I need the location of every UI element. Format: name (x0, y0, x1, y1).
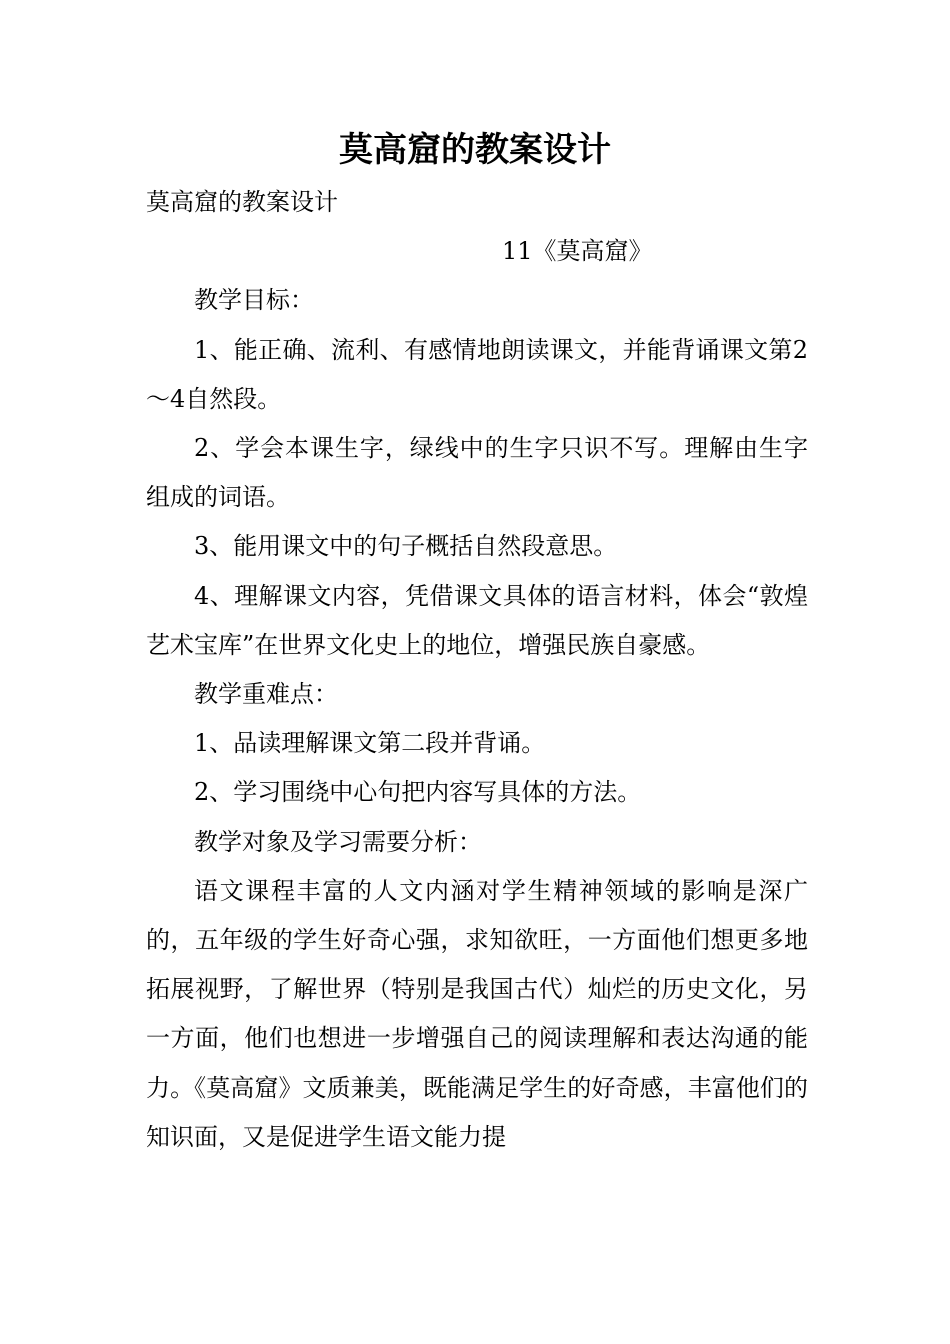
analysis-paragraph: 语文课程丰富的人文内涵对学生精神领域的影响是深广的，五年级的学生好奇心强，求知欲旺，一方面他们想更多地拓展视野，了解世界（特别是我国古代）灿烂的历史文化，另一方面，他们也想进一步增强自己的阅读理解和表达沟通的能力。《莫高窟》文质兼美，既能满足学生的好奇感，丰富他们的知识面，又是促进学生语文能力提 (146, 876, 808, 1151)
section-heading-objectives: 教学目标： (194, 286, 314, 315)
objective-item-4: 4、理解课文内容，凭借课文具体的语言材料，体会“敦煌艺术宝库”在世界文化史上的地位，增强民族自豪感。 (146, 581, 808, 659)
key-point-item-2: 2、学习围绕中心句把内容写具体的方法。 (194, 778, 642, 807)
document-body (146, 178, 808, 1162)
document-subtitle: 莫高窟的教案设计 (146, 188, 338, 216)
lesson-heading: 11《莫高窟》 (502, 237, 653, 266)
objective-item-3: 3、能用课文中的句子概括自然段意思。 (194, 532, 618, 561)
section-heading-analysis: 教学对象及学习需要分析： (194, 827, 482, 856)
objective-item-2: 2、学会本课生字，绿线中的生字只识不写。理解由生字组成的词语。 (146, 434, 808, 512)
document-title: 莫高窟的教案设计 (339, 130, 611, 170)
key-point-item-1: 1、品读理解课文第二段并背诵。 (194, 729, 546, 758)
section-heading-key-points: 教学重难点： (194, 680, 338, 709)
objective-item-1: 1、能正确、流利、有感情地朗读课文，并能背诵课文第2～4自然段。 (146, 335, 808, 413)
